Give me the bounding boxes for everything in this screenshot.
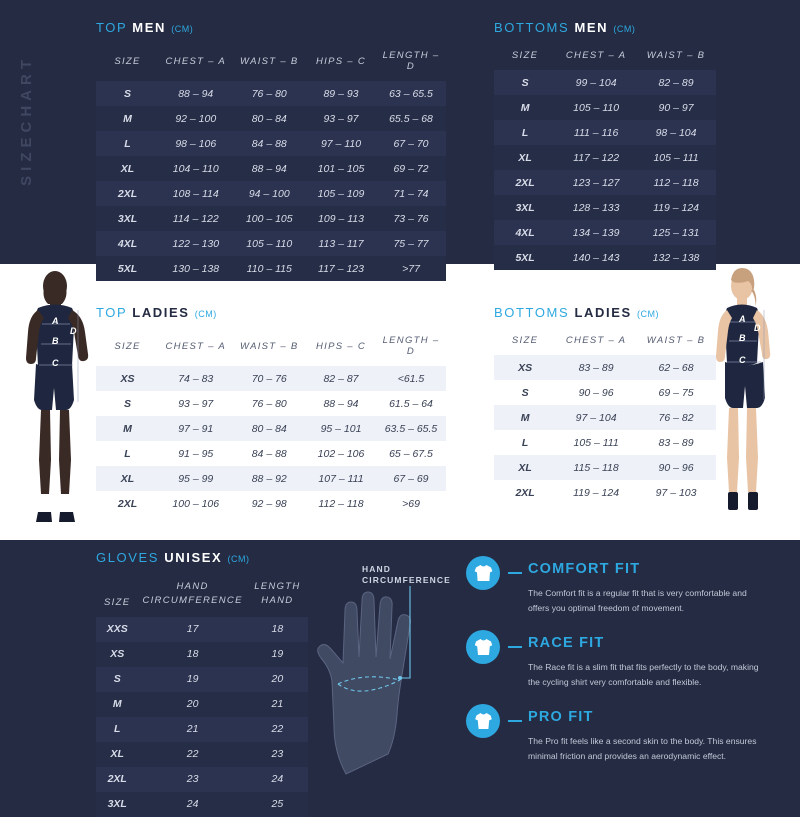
- cell-size: L: [124, 137, 131, 150]
- shirt-slim-icon: [466, 630, 500, 664]
- table-row: [96, 717, 308, 742]
- table-row: [494, 455, 716, 480]
- cell-hips: 88 – 94: [323, 397, 359, 410]
- cell-chest: 92 – 100: [175, 112, 217, 125]
- cell-size: M: [123, 422, 132, 435]
- cell-waist: 90 – 97: [658, 101, 694, 114]
- table-title-part1: GLOVES: [96, 550, 160, 565]
- cell-chest: 83 – 89: [578, 361, 614, 374]
- cell-hand-length: 24: [271, 773, 284, 786]
- table-title-top-men: [96, 20, 446, 35]
- table-title-part2: LADIES: [132, 305, 190, 320]
- cell-waist: 105 – 110: [246, 237, 293, 250]
- title-dash: [508, 720, 522, 722]
- cell-size: 3XL: [117, 212, 138, 225]
- table-title-part2: UNISEX: [164, 550, 223, 565]
- col-size: SIZE: [114, 55, 141, 67]
- cell-chest: 122 – 130: [172, 237, 220, 250]
- col-size: SIZE: [511, 335, 539, 346]
- col-hips: HIPS – C: [316, 340, 366, 352]
- cell-size: S: [113, 673, 121, 686]
- cell-chest: 119 – 124: [573, 486, 620, 499]
- table-title-part2: MEN: [132, 20, 166, 35]
- table-title-unit: (CM): [171, 24, 194, 34]
- table-bottoms-men: [494, 20, 716, 270]
- fit-race: [466, 630, 766, 706]
- cell-waist: 88 – 92: [251, 472, 287, 485]
- cell-length: 63 – 65.5: [389, 87, 433, 100]
- cell-hand-length: 23: [271, 748, 284, 761]
- cell-hips: 102 – 106: [317, 447, 365, 460]
- cell-size: S: [521, 386, 529, 399]
- cell-size: 4XL: [117, 237, 138, 250]
- col-chest: CHEST – A: [565, 50, 627, 61]
- cell-chest: 108 – 114: [172, 187, 219, 200]
- table-row: [96, 491, 446, 516]
- shirt-loose-icon: [466, 556, 500, 590]
- fit-description: The Comfort fit is a regular fit that is very comfortable and offers you optimal freedom of movement.: [528, 588, 747, 614]
- cell-hand-circ: 21: [186, 723, 199, 736]
- cell-waist: 119 – 124: [653, 201, 699, 214]
- cell-hand-circ: 23: [186, 773, 199, 786]
- table-row: [96, 181, 446, 206]
- table-row: [494, 430, 716, 455]
- cell-length: >69: [402, 497, 420, 510]
- cell-hips: 105 – 109: [317, 187, 365, 200]
- fit-title: PRO FIT: [528, 709, 594, 725]
- table-gloves-unisex: [96, 550, 308, 817]
- table-title-part1: TOP: [96, 20, 128, 35]
- table-title-bottoms-ladies: [494, 305, 716, 320]
- cell-waist: 62 – 68: [658, 361, 694, 374]
- cell-hips: 93 – 97: [323, 112, 359, 125]
- table-bottoms-ladies: [494, 305, 716, 505]
- table-title-gloves: [96, 550, 308, 565]
- cell-waist: 82 – 89: [658, 76, 694, 89]
- table-row: [494, 480, 716, 505]
- table-title-top-ladies: [96, 305, 446, 320]
- cell-length: 63.5 – 65.5: [384, 422, 438, 435]
- title-dash: [508, 572, 522, 574]
- cell-size: XS: [120, 372, 135, 385]
- size-table: [96, 44, 446, 281]
- table-row: [494, 70, 716, 95]
- cell-chest: 104 – 110: [172, 162, 219, 175]
- table-row: [96, 692, 308, 717]
- cell-chest: 105 – 110: [573, 101, 620, 114]
- cell-size: M: [123, 112, 132, 125]
- cell-hand-length: 18: [271, 623, 284, 636]
- table-top-ladies: [96, 305, 446, 516]
- table-row: [96, 81, 446, 106]
- cell-size: M: [112, 698, 122, 711]
- marker-a: A: [52, 316, 59, 326]
- cell-chest: 105 – 111: [573, 436, 619, 449]
- cell-chest: 114 – 122: [172, 212, 219, 225]
- cell-waist: 132 – 138: [652, 251, 700, 264]
- table-header-row: [494, 44, 716, 70]
- size-table: [96, 574, 308, 817]
- table-title-part1: TOP: [96, 305, 128, 320]
- table-title-unit: (CM): [636, 309, 659, 319]
- cell-hips: 107 – 111: [318, 472, 364, 485]
- cell-length: 67 – 70: [393, 137, 429, 150]
- table-row: [96, 742, 308, 767]
- size-table: [96, 329, 446, 516]
- table-title-bottoms-men: [494, 20, 716, 35]
- size-table: [494, 329, 716, 505]
- cell-size: 3XL: [107, 798, 127, 811]
- cell-waist: 80 – 84: [251, 112, 287, 125]
- marker-b: B: [52, 336, 59, 346]
- cell-size: XL: [518, 461, 532, 474]
- col-waist: WAIST – B: [239, 55, 299, 67]
- col-waist: WAIST – B: [239, 340, 299, 352]
- table-row: [96, 792, 308, 817]
- cell-chest: 91 – 95: [178, 447, 214, 460]
- cell-hand-circ: 20: [186, 698, 199, 711]
- cell-chest: 99 – 104: [575, 76, 617, 89]
- cell-size: 2XL: [515, 176, 535, 189]
- cell-length: 71 – 74: [393, 187, 429, 200]
- hand-circumference-label: HAND CIRCUMFERENCE: [362, 564, 451, 586]
- table-header-row: [96, 329, 446, 366]
- cell-size: XL: [110, 748, 124, 761]
- cell-chest: 98 – 106: [175, 137, 217, 150]
- cell-size: L: [521, 436, 529, 449]
- table-row: [96, 366, 446, 391]
- table-title-unit: (CM): [227, 554, 250, 564]
- col-size: SIZE: [104, 596, 131, 608]
- col-length: LENGTH – D: [382, 335, 440, 357]
- cell-hand-length: 21: [271, 698, 284, 711]
- cell-size: XL: [120, 162, 135, 175]
- hand-outline-icon: [300, 560, 460, 790]
- cell-size: 2XL: [107, 773, 127, 786]
- cell-chest: 100 – 106: [172, 497, 220, 510]
- cell-size: M: [520, 101, 530, 114]
- fit-title: RACE FIT: [528, 635, 605, 651]
- cell-hand-length: 25: [271, 798, 284, 811]
- table-title-unit: (CM): [613, 24, 636, 34]
- cell-waist: 84 – 88: [251, 137, 287, 150]
- table-row: [494, 380, 716, 405]
- marker-c: C: [52, 358, 59, 368]
- cell-size: S: [123, 397, 131, 410]
- col-chest: CHEST – A: [565, 335, 627, 346]
- cell-hand-length: 20: [271, 673, 284, 686]
- col-length: LENGTH – D: [382, 50, 440, 72]
- cell-size: L: [521, 126, 529, 139]
- col-hips: HIPS – C: [316, 55, 366, 67]
- col-size: SIZE: [511, 50, 539, 61]
- col-waist: WAIST – B: [646, 50, 706, 61]
- table-row: [96, 441, 446, 466]
- marker-a: A: [739, 314, 746, 324]
- table-row: [494, 95, 716, 120]
- table-row: [96, 416, 446, 441]
- cell-chest: 93 – 97: [178, 397, 214, 410]
- cell-chest: 97 – 91: [178, 422, 214, 435]
- hand-diagram: [300, 560, 460, 790]
- cell-size: 5XL: [117, 262, 138, 275]
- col-size: SIZE: [114, 340, 141, 352]
- cell-length: 65 – 67.5: [389, 447, 433, 460]
- cell-chest: 123 – 127: [572, 176, 620, 189]
- cell-length: 75 – 77: [393, 237, 429, 250]
- cell-waist: 76 – 80: [251, 397, 287, 410]
- cell-hips: 117 – 123: [318, 262, 364, 275]
- cell-waist: 80 – 84: [251, 422, 287, 435]
- cell-size: M: [520, 411, 530, 424]
- cell-hips: 82 – 87: [323, 372, 359, 385]
- table-header-row: [96, 574, 308, 617]
- table-row: [494, 195, 716, 220]
- table-row: [96, 466, 446, 491]
- cell-chest: 97 – 104: [575, 411, 617, 424]
- cell-length: 61.5 – 64: [389, 397, 433, 410]
- cell-length: 69 – 72: [393, 162, 429, 175]
- table-row: [494, 355, 716, 380]
- table-row: [96, 106, 446, 131]
- cell-length: 67 – 69: [393, 472, 429, 485]
- cell-chest: 134 – 139: [572, 226, 620, 239]
- cell-size: S: [521, 76, 529, 89]
- table-title-unit: (CM): [194, 309, 217, 319]
- cell-waist: 100 – 105: [245, 212, 293, 225]
- table-row: [96, 156, 446, 181]
- title-dash: [508, 646, 522, 648]
- col-chest: CHEST – A: [165, 340, 226, 352]
- cell-hand-length: 19: [271, 648, 284, 661]
- table-row: [96, 256, 446, 281]
- cell-size: XS: [110, 648, 125, 661]
- table-row: [96, 617, 308, 642]
- cell-chest: 74 – 83: [178, 372, 214, 385]
- cell-hand-circ: 19: [186, 673, 199, 686]
- table-row: [96, 767, 308, 792]
- cell-hand-circ: 22: [186, 748, 199, 761]
- cell-size: XXS: [106, 623, 128, 636]
- cell-chest: 88 – 94: [178, 87, 214, 100]
- cell-waist: 97 – 103: [655, 486, 697, 499]
- table-header-row: [494, 329, 716, 355]
- cell-size: XL: [120, 472, 135, 485]
- fit-description: The Pro fit feels like a second skin to the body. This ensures minimal friction and provides an aerodynamic effect.: [528, 736, 757, 762]
- cell-chest: 95 – 99: [178, 472, 214, 485]
- cell-hips: 101 – 105: [317, 162, 365, 175]
- cell-waist: 110 – 115: [246, 262, 292, 275]
- cell-chest: 115 – 118: [573, 461, 619, 474]
- cell-waist: 84 – 88: [251, 447, 287, 460]
- cell-hips: 112 – 118: [318, 497, 364, 510]
- cell-size: XL: [518, 151, 532, 164]
- cell-chest: 111 – 116: [573, 126, 619, 139]
- cell-waist: 94 – 100: [248, 187, 290, 200]
- table-title-part1: BOTTOMS: [494, 20, 570, 35]
- table-row: [96, 642, 308, 667]
- cell-hips: 95 – 101: [320, 422, 362, 435]
- table-row: [96, 206, 446, 231]
- fit-title: COMFORT FIT: [528, 561, 641, 577]
- table-title-part1: BOTTOMS: [494, 305, 570, 320]
- cell-waist: 90 – 96: [658, 461, 694, 474]
- cell-length: >77: [402, 262, 420, 275]
- col-hand-circumference: HAND CIRCUMFERENCE: [142, 581, 243, 606]
- table-row: [96, 667, 308, 692]
- cell-hips: 109 – 113: [318, 212, 364, 225]
- table-header-row: [96, 44, 446, 81]
- marker-d: D: [754, 323, 761, 333]
- cell-hips: 113 – 117: [318, 237, 364, 250]
- table-row: [96, 131, 446, 156]
- cell-hand-length: 22: [271, 723, 284, 736]
- cell-waist: 105 – 111: [653, 151, 699, 164]
- cell-size: L: [124, 447, 131, 460]
- cell-hand-circ: 24: [186, 798, 199, 811]
- cell-waist: 70 – 76: [251, 372, 287, 385]
- marker-c: C: [739, 355, 746, 365]
- cell-size: 4XL: [515, 226, 535, 239]
- cell-length: <61.5: [397, 372, 425, 385]
- table-row: [494, 220, 716, 245]
- size-table: [494, 44, 716, 270]
- cell-waist: 83 – 89: [658, 436, 694, 449]
- table-row: [494, 145, 716, 170]
- cell-size: S: [123, 87, 131, 100]
- sidechart-vertical-label: SIZECHART: [18, 55, 35, 186]
- cell-waist: 112 – 118: [653, 176, 699, 189]
- cell-chest: 90 – 96: [578, 386, 614, 399]
- table-top-men: [96, 20, 446, 281]
- table-row: [96, 231, 446, 256]
- table-row: [494, 170, 716, 195]
- cell-waist: 92 – 98: [251, 497, 287, 510]
- cell-hand-circ: 18: [186, 648, 199, 661]
- cell-size: 2XL: [515, 486, 535, 499]
- col-waist: WAIST – B: [646, 335, 706, 346]
- col-length-hand: LENGTH HAND: [254, 581, 301, 606]
- cell-waist: 69 – 75: [658, 386, 694, 399]
- fit-description: The Race fit is a slim fit that fits perfectly to the body, making the cycling shirt very comfortable and flexible.: [528, 662, 759, 688]
- cell-size: L: [114, 723, 121, 736]
- fit-comfort: [466, 556, 766, 632]
- shirt-tight-icon: [466, 704, 500, 738]
- cell-waist: 76 – 82: [658, 411, 694, 424]
- cell-chest: 140 – 143: [572, 251, 620, 264]
- table-title-part2: LADIES: [574, 305, 632, 320]
- cell-waist: 125 – 131: [652, 226, 700, 239]
- cell-chest: 128 – 133: [572, 201, 620, 214]
- cell-hips: 97 – 110: [320, 137, 362, 150]
- cell-size: 2XL: [117, 497, 138, 510]
- cell-length: 65.5 – 68: [389, 112, 433, 125]
- cell-chest: 130 – 138: [172, 262, 220, 275]
- cell-size: 3XL: [515, 201, 535, 214]
- fit-pro: [466, 704, 766, 780]
- table-title-part2: MEN: [574, 20, 609, 35]
- table-row: [494, 405, 716, 430]
- cell-size: 2XL: [117, 187, 138, 200]
- col-chest: CHEST – A: [165, 55, 226, 67]
- cell-length: 73 – 76: [393, 212, 429, 225]
- table-row: [494, 245, 716, 270]
- cell-waist: 88 – 94: [251, 162, 287, 175]
- cell-waist: 98 – 104: [655, 126, 697, 139]
- cell-hand-circ: 17: [186, 623, 199, 636]
- table-row: [494, 120, 716, 145]
- marker-b: B: [739, 333, 746, 343]
- marker-d: D: [70, 326, 77, 336]
- cell-hips: 89 – 93: [323, 87, 359, 100]
- cell-size: XS: [518, 361, 533, 374]
- cell-size: 5XL: [515, 251, 535, 264]
- table-row: [96, 391, 446, 416]
- cell-waist: 76 – 80: [251, 87, 287, 100]
- cell-chest: 117 – 122: [573, 151, 620, 164]
